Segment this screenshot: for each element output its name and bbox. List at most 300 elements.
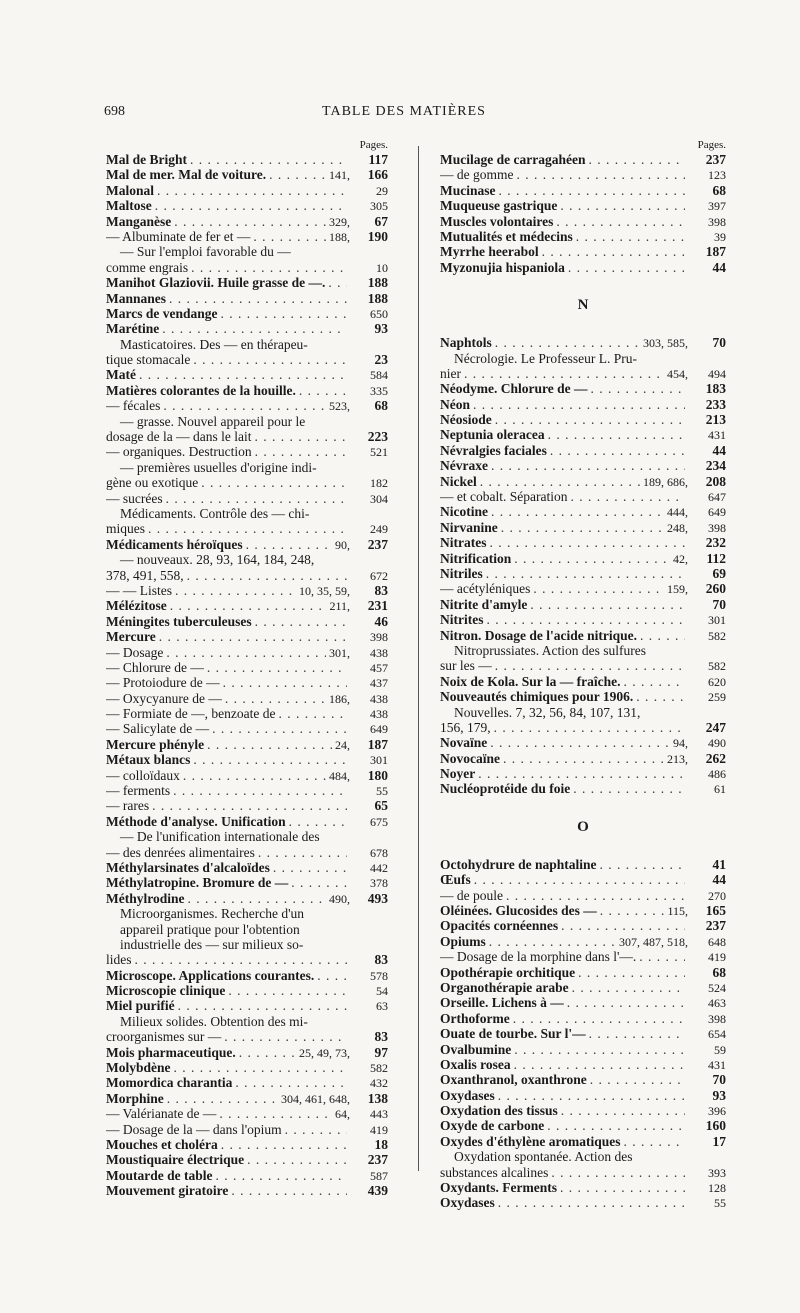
index-entry	[106, 352, 388, 367]
index-entry	[106, 568, 388, 583]
dot-leader	[495, 658, 685, 673]
entry-extra-pages: 454,	[667, 366, 688, 381]
entry-term: 156, 179,	[440, 719, 491, 735]
entry-page-number: 437	[370, 676, 388, 691]
entry-term: comme engrais	[106, 259, 189, 275]
entry-page-number: 463	[708, 996, 726, 1011]
index-entry	[106, 845, 388, 860]
entry-page-number: 438	[370, 707, 388, 722]
dot-leader	[175, 583, 296, 598]
entry-page-number: 232	[705, 535, 726, 551]
index-entry	[106, 1168, 388, 1183]
dot-leader	[162, 321, 347, 336]
entry-page-number: 160	[705, 1118, 726, 1134]
entry-term: Muqueuse gastrique	[440, 198, 558, 214]
entry-page-number: 54	[376, 984, 388, 999]
entry-term: Névraxe	[440, 458, 488, 474]
dot-leader	[207, 660, 347, 675]
entry-page-number: 213	[705, 412, 726, 428]
dot-leader	[258, 845, 347, 860]
entry-term: — ferments	[106, 783, 171, 799]
entry-term: Mercure	[106, 629, 156, 645]
dot-leader	[495, 335, 640, 350]
entry-page-number: 654	[708, 1027, 726, 1042]
entry-term: — Chlorure de —	[106, 659, 204, 675]
entry-page-number: 180	[367, 767, 388, 783]
dot-leader	[474, 872, 685, 887]
index-entry	[106, 768, 388, 783]
index-entry	[440, 412, 726, 427]
entry-term: Névralgies faciales	[440, 442, 547, 458]
entry-term: lides	[106, 952, 132, 968]
entry-extra-pages: 10, 35, 59,	[299, 583, 350, 598]
dot-leader	[640, 628, 685, 643]
entry-page-number: 305	[370, 199, 388, 214]
dot-leader	[255, 444, 347, 459]
entry-term: Marétine	[106, 321, 160, 337]
dot-leader	[513, 1011, 685, 1026]
entry-term: Nitrites	[440, 612, 484, 628]
entry-extra-pages: 329,	[329, 214, 350, 229]
entry-page-number: 443	[370, 1107, 388, 1122]
entry-extra-pages: 213,	[667, 751, 688, 766]
entry-page-number: 187	[367, 736, 388, 752]
entry-term: — fécales	[106, 398, 161, 414]
entry-page-number: 83	[374, 1029, 388, 1045]
entry-extra-pages: 490,	[329, 891, 350, 906]
index-entry	[106, 660, 388, 675]
index-entry	[440, 458, 726, 473]
entry-page-number: 44	[712, 259, 726, 275]
entry-term: Momordica charantia	[106, 1075, 233, 1091]
entry-page-number: 187	[705, 244, 726, 260]
index-entry	[106, 275, 388, 290]
entry-page-number: 67	[374, 213, 388, 229]
index-column-left	[106, 138, 388, 1199]
entry-term: miques	[106, 521, 145, 537]
entry-page-number: 398	[708, 214, 726, 229]
entry-page-number: 93	[374, 321, 388, 337]
dot-leader	[215, 1168, 347, 1183]
entry-term: — Dosage de la morphine dans l'—.	[440, 949, 637, 965]
index-entry	[106, 1183, 388, 1198]
index-entry	[106, 260, 388, 275]
index-entry	[440, 443, 726, 458]
entry-page-number: 301	[708, 613, 726, 628]
entry-page-number: 260	[705, 581, 726, 597]
index-entry	[440, 751, 726, 766]
dot-leader	[188, 891, 327, 906]
entry-page-number: 208	[705, 473, 726, 489]
entry-term: Noyer	[440, 766, 476, 782]
entry-page-number: 69	[712, 565, 726, 581]
dot-leader	[639, 949, 685, 964]
entry-page-number: 649	[370, 722, 388, 737]
dot-leader	[560, 198, 685, 213]
entry-term: substances alcalines	[440, 1164, 549, 1180]
index-entry	[440, 198, 726, 213]
entry-term: — organiques. Destruction	[106, 444, 252, 460]
dot-leader	[600, 903, 665, 918]
dot-leader	[589, 1026, 685, 1041]
entry-page-number: 237	[367, 1152, 388, 1168]
entry-page-number: 183	[705, 381, 726, 397]
index-entry	[440, 566, 726, 581]
index-entry	[106, 1152, 388, 1167]
entry-page-number: 650	[370, 306, 388, 321]
entry-page-number: 63	[376, 999, 388, 1014]
index-entry	[106, 183, 388, 198]
entry-term: Nitriles	[440, 565, 483, 581]
dot-leader	[491, 458, 685, 473]
entry-page-number: 431	[708, 428, 726, 443]
pages-label: Pages.	[359, 139, 388, 151]
index-entry	[440, 918, 726, 933]
dot-leader	[548, 427, 685, 442]
index-entry	[106, 983, 388, 998]
entry-term: Oléinées. Glucosides des —	[440, 903, 597, 919]
entry-page-number: 41	[712, 856, 726, 872]
dot-leader	[473, 397, 685, 412]
entry-term: Oxydases	[440, 1087, 495, 1103]
dot-leader	[273, 860, 347, 875]
entry-page-number: 587	[370, 1168, 388, 1183]
running-title: TABLE DES MATIÈRES	[322, 104, 486, 119]
entry-page-number: 378	[370, 876, 388, 891]
entry-page-number: 431	[708, 1057, 726, 1072]
entry-page-number: 165	[705, 903, 726, 919]
index-entry	[440, 427, 726, 442]
index-entry	[106, 521, 388, 536]
entry-page-number: 649	[708, 505, 726, 520]
index-entry	[440, 872, 726, 887]
entry-page-number: 223	[367, 429, 388, 445]
index-entry	[440, 1088, 726, 1103]
index-entry	[106, 614, 388, 629]
entry-extra-pages: 25, 49, 73,	[299, 1045, 350, 1060]
dot-leader	[464, 366, 664, 381]
entry-term: Manihot Glaziovii. Huile grasse de —.	[106, 275, 326, 291]
dot-leader	[503, 751, 664, 766]
entry-term: sur les —	[440, 658, 492, 674]
entry-page-number: 68	[712, 964, 726, 980]
index-entry	[440, 766, 726, 781]
entry-page-number: 578	[370, 968, 388, 983]
entry-term: Ovalbumine	[440, 1041, 512, 1057]
entry-term: Miel purifié	[106, 998, 175, 1014]
entry-page-number: 112	[706, 550, 726, 566]
entry-page-number: 166	[367, 167, 388, 183]
entry-term: dosage de la — dans le lait	[106, 429, 252, 445]
dot-leader	[514, 1057, 685, 1072]
index-entry	[106, 1075, 388, 1090]
entry-term: Nitrates	[440, 535, 487, 551]
entry-term: Oxyde de carbone	[440, 1118, 545, 1134]
entry-term: — Oxycyanure de —	[106, 690, 222, 706]
entry-term: Novaïne	[440, 735, 488, 751]
entry-extra-pages: 24,	[335, 737, 350, 752]
entry-term: Noix de Kola. Sur la — fraîche.	[440, 673, 621, 689]
index-entry	[440, 888, 726, 903]
entry-extra-pages: 444,	[667, 505, 688, 520]
entry-term: — de poule	[440, 887, 503, 903]
entry-term: Matières colorantes de la houille.	[106, 382, 296, 398]
index-entry-continuation: Microorganismes. Recherche d'un	[120, 906, 305, 922]
dot-leader	[567, 995, 685, 1010]
entry-page-number: 396	[708, 1104, 726, 1119]
dot-leader	[478, 766, 685, 781]
entry-page-number: 39	[714, 229, 726, 244]
dot-leader	[269, 167, 326, 182]
dot-leader	[285, 1122, 347, 1137]
entry-term: Mouvement giratoire	[106, 1183, 229, 1199]
dot-leader	[228, 983, 347, 998]
entry-page-number: 44	[712, 442, 726, 458]
index-entry	[106, 583, 388, 598]
entry-term: Néon	[440, 396, 470, 412]
entry-page-number: 237	[705, 152, 726, 167]
entry-term: Microscope. Applications courantes.	[106, 967, 315, 983]
dot-leader	[193, 752, 347, 767]
index-entry	[106, 1137, 388, 1152]
dot-leader	[155, 198, 347, 213]
entry-term: Oxalis rosea	[440, 1056, 511, 1072]
entry-term: Malonal	[106, 182, 155, 198]
entry-page-number: 582	[708, 628, 726, 643]
entry-term: Oxanthranol, oxanthrone	[440, 1072, 587, 1088]
index-entry	[440, 1134, 726, 1149]
entry-term: — Salicylate de —	[106, 721, 210, 737]
index-entry	[106, 645, 388, 660]
entry-page-number: 18	[374, 1137, 388, 1152]
index-entry	[440, 183, 726, 198]
entry-page-number: 123	[708, 168, 726, 183]
entry-page-number: 259	[708, 690, 726, 705]
entry-page-number: 70	[712, 335, 726, 351]
entry-term: Oxydes d'éthylène aromatiques	[440, 1133, 621, 1149]
index-entry	[440, 152, 726, 167]
entry-extra-pages: 159,	[667, 582, 688, 597]
index-entry	[440, 504, 726, 519]
dot-leader	[148, 521, 347, 536]
index-entry	[106, 783, 388, 798]
entry-page-number: 442	[370, 860, 388, 875]
index-entry-continuation: — nouveaux. 28, 93, 164, 184, 248,	[120, 552, 315, 568]
index-entry	[440, 1072, 726, 1087]
entry-page-number: 234	[705, 458, 726, 474]
dot-leader	[328, 275, 347, 290]
entry-term: Opacités cornéennes	[440, 918, 559, 934]
entry-extra-pages: 42,	[673, 551, 688, 566]
index-entry	[106, 1106, 388, 1121]
index-entry	[106, 1029, 388, 1044]
index-entry	[440, 335, 726, 350]
entry-term: — colloïdaux	[106, 767, 180, 783]
entry-term: Oxydation des tissus	[440, 1103, 558, 1119]
dot-leader	[191, 260, 347, 275]
entry-term: Myrrhe heerabol	[440, 244, 539, 260]
entry-extra-pages: 303, 585,	[643, 336, 688, 351]
entry-page-number: 397	[708, 199, 726, 214]
index-entry	[106, 537, 388, 552]
dot-leader	[167, 1091, 278, 1106]
index-entry	[440, 381, 726, 396]
entry-page-number: 190	[367, 228, 388, 244]
dot-leader	[174, 214, 326, 229]
entry-term: Mucinase	[440, 182, 496, 198]
index-entry	[440, 260, 726, 275]
entry-term: Mal de Bright	[106, 152, 187, 167]
index-entry	[106, 952, 388, 967]
dot-leader	[561, 1103, 685, 1118]
index-entry	[106, 229, 388, 244]
entry-page-number: 270	[708, 888, 726, 903]
dot-leader	[498, 1088, 685, 1103]
index-entry	[440, 949, 726, 964]
entry-term: Maltose	[106, 198, 152, 214]
entry-page-number: 493	[367, 890, 388, 906]
entry-term: — des denrées alimentaires	[106, 844, 255, 860]
entry-page-number: 457	[370, 660, 388, 675]
dot-leader	[246, 537, 332, 552]
index-entry	[106, 444, 388, 459]
dot-leader	[498, 1195, 685, 1210]
entry-term: tique stomacale	[106, 352, 191, 368]
index-entry	[440, 366, 726, 381]
entry-page-number: 678	[370, 845, 388, 860]
entry-term: Médicaments héroïques	[106, 536, 243, 552]
entry-term: Nitron. Dosage de l'acide nitrique.	[440, 627, 637, 643]
entry-page-number: 262	[705, 750, 726, 766]
entry-extra-pages: 186,	[329, 691, 350, 706]
dot-leader	[317, 968, 347, 983]
index-entry	[440, 689, 726, 704]
dot-leader	[542, 244, 685, 259]
entry-page-number: 29	[376, 183, 388, 198]
dot-leader	[489, 535, 685, 550]
entry-term: Méthode d'analyse. Unification	[106, 813, 286, 829]
index-entry	[440, 535, 726, 550]
entry-page-number: 83	[374, 582, 388, 598]
entry-term: Orthoforme	[440, 1010, 510, 1026]
entry-term: Microscopie clinique	[106, 983, 226, 999]
entry-page-number: 68	[712, 182, 726, 198]
index-entry	[106, 398, 388, 413]
index-entry	[106, 814, 388, 829]
dot-leader	[480, 474, 640, 489]
index-entry-continuation: Masticatoires. Des — en thérapeu-	[120, 336, 308, 352]
entry-term: Organothérapie arabe	[440, 979, 569, 995]
entry-term: Néodyme. Chlorure de —	[440, 381, 588, 397]
entry-term: Nirvanine	[440, 519, 498, 535]
entry-page-number: 182	[370, 476, 388, 491]
index-entry-continuation: appareil pratique pour l'obtention	[120, 921, 300, 937]
entry-term: croorganismes sur —	[106, 1029, 222, 1045]
entry-page-number: 398	[370, 630, 388, 645]
index-entry	[106, 968, 388, 983]
entry-extra-pages: 64,	[335, 1107, 350, 1122]
dot-leader	[600, 857, 685, 872]
entry-page-number: 432	[370, 1076, 388, 1091]
index-entry	[440, 857, 726, 872]
index-entry-continuation: Milieux solides. Obtention des mi-	[120, 1013, 308, 1029]
entry-extra-pages: 115,	[667, 904, 688, 919]
dot-leader	[219, 1106, 332, 1121]
entry-term: — — Listes	[106, 582, 172, 598]
entry-page-number: 647	[708, 490, 726, 505]
dot-leader	[183, 768, 326, 783]
dot-leader	[636, 689, 685, 704]
dot-leader	[201, 475, 347, 490]
index-entry	[440, 628, 726, 643]
index-entry	[440, 1057, 726, 1072]
entry-term: Métaux blancs	[106, 752, 191, 768]
entry-term: — sucrées	[106, 490, 163, 506]
entry-page-number: 398	[708, 520, 726, 535]
entry-page-number: 675	[370, 814, 388, 829]
entry-page-number: 237	[705, 918, 726, 934]
entry-page-number: 233	[705, 396, 726, 412]
dot-leader	[190, 152, 347, 167]
entry-page-number: 97	[374, 1044, 388, 1060]
entry-page-number: 335	[370, 383, 388, 398]
entry-term: Opothérapie orchitique	[440, 964, 576, 980]
entry-term: Novocaïne	[440, 750, 500, 766]
index-entry	[440, 965, 726, 980]
index-entry	[106, 291, 388, 306]
index-entry	[106, 891, 388, 906]
index-entry	[106, 721, 388, 736]
dot-leader	[561, 918, 685, 933]
entry-term: gène ou exotique	[106, 475, 199, 491]
entry-page-number: 249	[370, 522, 388, 537]
dot-leader	[289, 814, 347, 829]
index-entry	[440, 397, 726, 412]
index-entry-continuation: — premières usuelles d'origine indi-	[120, 459, 317, 475]
index-entry	[106, 198, 388, 213]
entry-term: Néosiode	[440, 412, 492, 428]
entry-page-number: 231	[367, 598, 388, 614]
entry-page-number: 44	[712, 872, 726, 888]
dot-leader	[231, 1183, 347, 1198]
dot-leader	[223, 675, 347, 690]
dot-leader	[572, 980, 685, 995]
dot-leader	[135, 952, 348, 967]
entry-extra-pages: 301,	[329, 645, 350, 660]
index-entry	[440, 735, 726, 750]
index-entry	[106, 1122, 388, 1137]
entry-page-number: 648	[708, 934, 726, 949]
dot-leader	[174, 1060, 347, 1075]
dot-leader	[491, 504, 664, 519]
entry-term: Méthylrodine	[106, 890, 185, 906]
index-entry	[106, 598, 388, 613]
entry-term: Méthylarsinates d'alcaloïdes	[106, 859, 270, 875]
entry-extra-pages: 94,	[673, 736, 688, 751]
entry-term: Méthylatropine. Bromure de —	[106, 875, 289, 891]
dot-leader	[514, 1042, 685, 1057]
dot-leader	[486, 612, 685, 627]
dot-leader	[291, 875, 347, 890]
page-number: 698	[104, 104, 125, 119]
entry-page-number: 439	[367, 1183, 388, 1199]
entry-term: Mucilage de carragahéen	[440, 152, 586, 167]
entry-extra-pages: 141,	[329, 168, 350, 183]
dot-leader	[166, 491, 347, 506]
entry-extra-pages: 189, 686,	[643, 474, 688, 489]
dot-leader	[166, 645, 326, 660]
index-entry	[440, 1165, 726, 1180]
